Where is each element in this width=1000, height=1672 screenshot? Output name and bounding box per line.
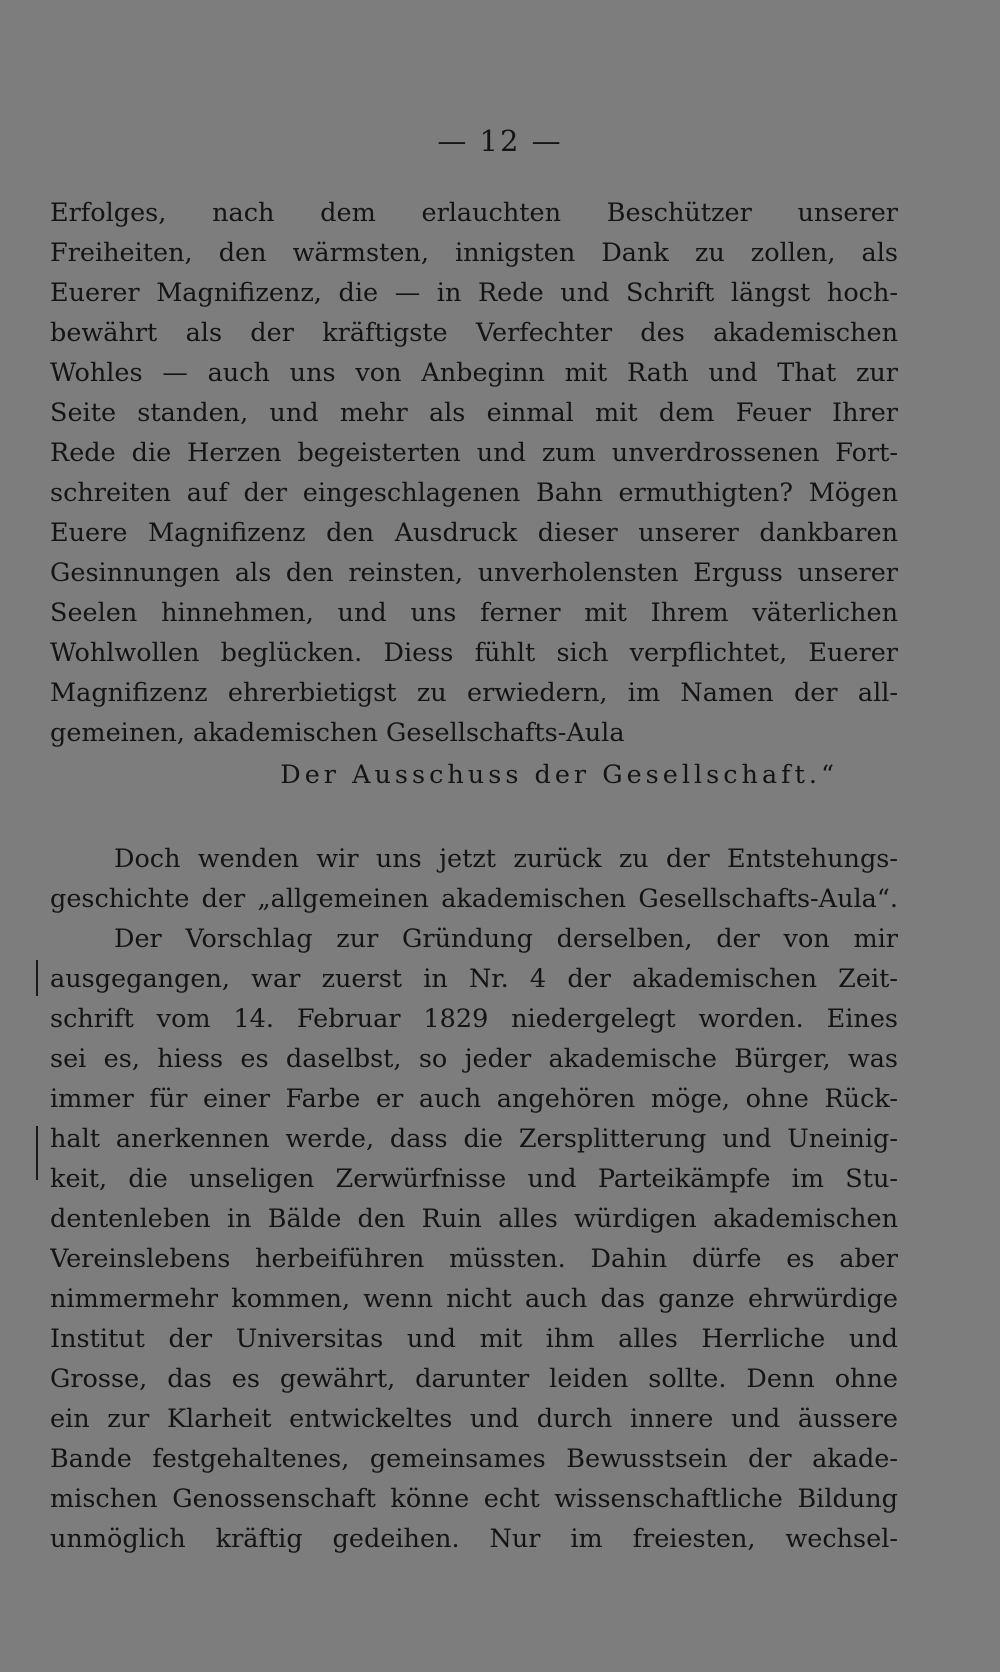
text-line: bewährt als der kräftigste Verfechter des akademischen [50, 318, 898, 348]
text-line: unmöglich kräftig gedeihen. Nur im freiesten, wechsel- [50, 1524, 898, 1554]
text-line: mischen Genossenschaft könne echt wissenschaftliche Bildung [50, 1484, 898, 1514]
text-line: Grosse, das es gewährt, darunter leiden sollte. Denn ohne [50, 1364, 898, 1394]
text-line: Institut der Universitas und mit ihm alles Herrliche und [50, 1324, 898, 1354]
paragraph-history [50, 839, 898, 1559]
text-line: ein zur Klarheit entwickeltes und durch innere und äussere [50, 1404, 898, 1434]
text-line: Der Vorschlag zur Gründung derselben, der von mir [114, 924, 898, 954]
text-line: halt anerkennen werde, dass die Zersplitterung und Uneinig- [50, 1124, 898, 1154]
text-line: nimmermehr kommen, wenn nicht auch das ganze ehrwürdige [50, 1284, 898, 1314]
text-line: gemeinen, akademischen Gesellschafts-Aula [50, 718, 625, 748]
text-line: schreiten auf der eingeschlagenen Bahn ermuthigten? Mögen [50, 478, 898, 508]
paragraph-letter-close [50, 193, 898, 795]
signature-line: Der Ausschuss der Gesellschaft.“ [280, 760, 838, 790]
text-line: geschichte der „allgemeinen akademischen Gesellschafts-Aula“. [50, 884, 898, 914]
margin-bracket-mark [36, 1126, 38, 1180]
text-line: Vereinslebens herbeiführen müssten. Dahin dürfe es aber [50, 1244, 898, 1274]
text-line: Seelen hinnehmen, und uns ferner mit Ihrem väterlichen [50, 598, 898, 628]
text-line: ausgegangen, war zuerst in Nr. 4 der akademischen Zeit- [50, 964, 898, 994]
text-line: Euerer Magnifizenz, die — in Rede und Schrift längst hoch- [50, 278, 898, 308]
text-line: Seite standen, und mehr als einmal mit dem Feuer Ihrer [50, 398, 898, 428]
text-line: keit, die unseligen Zerwürfnisse und Parteikämpfe im Stu- [50, 1164, 898, 1194]
page-number: — 12 — [437, 124, 563, 158]
text-line: schrift vom 14. Februar 1829 niedergelegt worden. Eines [50, 1004, 898, 1034]
text-line: Gesinnungen als den reinsten, unverholensten Erguss unserer [50, 558, 898, 588]
text-line: Magnifizenz ehrerbietigst zu erwiedern, im Namen der all- [50, 678, 898, 708]
text-line: Euere Magnifizenz den Ausdruck dieser unserer dankbaren [50, 518, 898, 548]
text-line: Wohles — auch uns von Anbeginn mit Rath und That zur [50, 358, 898, 388]
text-line: Rede die Herzen begeisterten und zum unverdrossenen Fort- [50, 438, 898, 468]
text-line: dentenleben in Bälde den Ruin alles würdigen akademischen [50, 1204, 898, 1234]
text-line: Wohlwollen beglücken. Diess fühlt sich verpflichtet, Euerer [50, 638, 898, 668]
text-line: Erfolges, nach dem erlauchten Beschützer unserer [50, 198, 898, 228]
text-line: immer für einer Farbe er auch angehören möge, ohne Rück- [50, 1084, 898, 1114]
text-line: sei es, hiess es daselbst, so jeder akademische Bürger, was [50, 1044, 898, 1074]
text-line: Freiheiten, den wärmsten, innigsten Dank zu zollen, als [50, 238, 898, 268]
text-line: Bande festgehaltenes, gemeinsames Bewusstsein der akade- [50, 1444, 898, 1474]
margin-bracket-mark [36, 960, 38, 996]
text-line: Doch wenden wir uns jetzt zurück zu der Entstehungs- [114, 844, 898, 874]
